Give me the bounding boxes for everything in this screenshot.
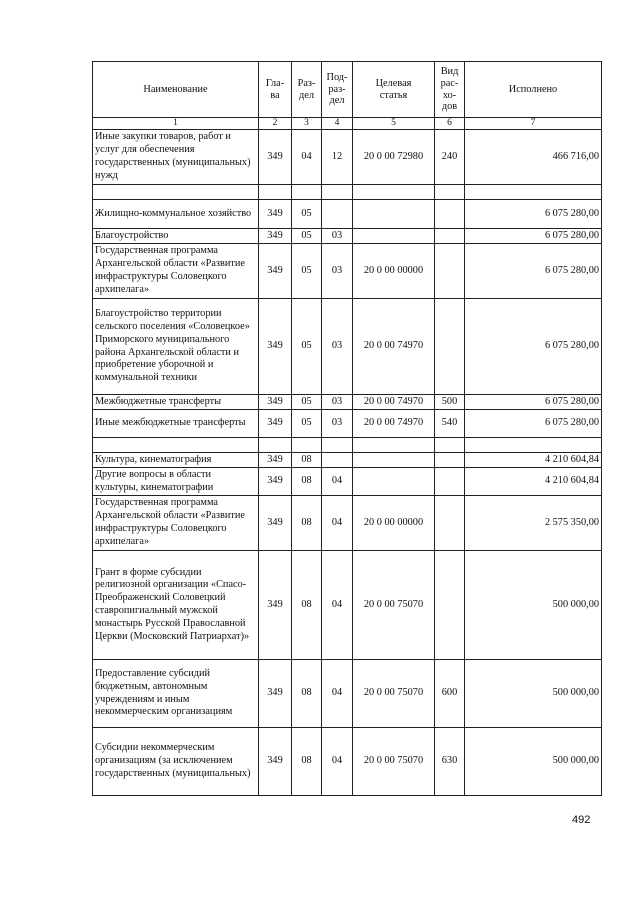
- row-glava: 349: [259, 395, 292, 410]
- row-article: 20 0 00 74970: [353, 410, 435, 438]
- table-header-row: [93, 62, 602, 118]
- header-target-article: Целевая статья: [353, 62, 435, 118]
- row-name: Благоустройство территории сельского поселения «Соловецкое» Приморского муниципального района Архангельской области и приобретение уборочной и коммунальной техники: [93, 299, 259, 395]
- row-article: 20 0 00 74970: [353, 395, 435, 410]
- row-vid: [435, 496, 465, 551]
- column-number: 2: [259, 118, 292, 130]
- row-glava: 349: [259, 410, 292, 438]
- row-podrazdel: 03: [322, 244, 353, 299]
- row-name: Грант в форме субсидии религиозной организации «Спасо-Преображенский Соловецкий ставропигиальный мужской монастырь Русской Православной Церкви (Московский Патриархат)»: [93, 551, 259, 660]
- row-name: Культура, кинематография: [93, 453, 259, 468]
- row-razdel: 04: [292, 130, 322, 185]
- table-row: [93, 728, 602, 796]
- row-glava: 349: [259, 660, 292, 728]
- row-amount: 2 575 350,00: [465, 496, 602, 551]
- budget-table: [92, 61, 602, 796]
- row-glava: 349: [259, 468, 292, 496]
- row-amount: 500 000,00: [465, 728, 602, 796]
- row-article: [353, 200, 435, 229]
- column-number: 5: [353, 118, 435, 130]
- row-vid: 630: [435, 728, 465, 796]
- row-amount: 6 075 280,00: [465, 395, 602, 410]
- row-razdel: 05: [292, 299, 322, 395]
- table-row: [93, 229, 602, 244]
- row-razdel: 08: [292, 496, 322, 551]
- row-podrazdel: 03: [322, 229, 353, 244]
- row-razdel: 08: [292, 551, 322, 660]
- column-number: 1: [93, 118, 259, 130]
- table-row: [93, 244, 602, 299]
- row-amount: 6 075 280,00: [465, 200, 602, 229]
- row-podrazdel: 04: [322, 551, 353, 660]
- row-amount: 500 000,00: [465, 551, 602, 660]
- row-glava: 349: [259, 299, 292, 395]
- row-name: Другие вопросы в области культуры, кинематографии: [93, 468, 259, 496]
- table-row: [93, 468, 602, 496]
- row-name: Межбюджетные трансферты: [93, 395, 259, 410]
- row-article: 20 0 00 74970: [353, 299, 435, 395]
- row-article: 20 0 00 72980: [353, 130, 435, 185]
- row-razdel: 05: [292, 395, 322, 410]
- row-amount: 4 210 604,84: [465, 468, 602, 496]
- page-number: 492: [572, 814, 591, 826]
- row-amount: 500 000,00: [465, 660, 602, 728]
- row-vid: [435, 244, 465, 299]
- header-expense-type: Вид рас- хо- дов: [435, 62, 465, 118]
- row-vid: 500: [435, 395, 465, 410]
- row-name: Государственная программа Архангельской области «Развитие инфраструктуры Соловецкого архипелага»: [93, 244, 259, 299]
- row-glava: 349: [259, 200, 292, 229]
- row-podrazdel: 12: [322, 130, 353, 185]
- row-amount: 6 075 280,00: [465, 410, 602, 438]
- column-number: 6: [435, 118, 465, 130]
- header-podrazdel: Под- раз- дел: [322, 62, 353, 118]
- row-name: Иные межбюджетные трансферты: [93, 410, 259, 438]
- row-article: [353, 453, 435, 468]
- row-podrazdel: 04: [322, 660, 353, 728]
- row-article: 20 0 00 75070: [353, 660, 435, 728]
- row-amount: 6 075 280,00: [465, 229, 602, 244]
- row-article: 20 0 00 00000: [353, 496, 435, 551]
- row-amount: 6 075 280,00: [465, 244, 602, 299]
- row-vid: [435, 453, 465, 468]
- row-name: Субсидии некоммерческим организациям (за исключением государственных (муниципальных): [93, 728, 259, 796]
- row-podrazdel: 04: [322, 728, 353, 796]
- column-number-row: [93, 118, 602, 130]
- spacer-row: [93, 438, 602, 453]
- row-vid: [435, 299, 465, 395]
- row-name: Предоставление субсидий бюджетным, автономным учреждениям и иным некоммерческим организациям: [93, 660, 259, 728]
- row-article: 20 0 00 75070: [353, 551, 435, 660]
- row-razdel: 05: [292, 200, 322, 229]
- row-podrazdel: [322, 453, 353, 468]
- row-vid: 600: [435, 660, 465, 728]
- row-glava: 349: [259, 496, 292, 551]
- row-razdel: 05: [292, 410, 322, 438]
- column-number: 3: [292, 118, 322, 130]
- row-glava: 349: [259, 453, 292, 468]
- table-row: [93, 200, 602, 229]
- row-razdel: 08: [292, 453, 322, 468]
- row-glava: 349: [259, 551, 292, 660]
- table-row: [93, 299, 602, 395]
- row-razdel: 08: [292, 728, 322, 796]
- row-podrazdel: 03: [322, 410, 353, 438]
- column-number: 4: [322, 118, 353, 130]
- row-podrazdel: 04: [322, 468, 353, 496]
- row-podrazdel: 03: [322, 299, 353, 395]
- row-glava: 349: [259, 244, 292, 299]
- header-glava: Гла- ва: [259, 62, 292, 118]
- header-name: Наименование: [93, 62, 259, 118]
- row-amount: 4 210 604,84: [465, 453, 602, 468]
- row-name: Иные закупки товаров, работ и услуг для обеспечения государственных (муниципальных) нужд: [93, 130, 259, 185]
- row-podrazdel: 04: [322, 496, 353, 551]
- table-row: [93, 453, 602, 468]
- table-row: [93, 410, 602, 438]
- row-name: Благоустройство: [93, 229, 259, 244]
- row-name: Жилищно-коммунальное хозяйство: [93, 200, 259, 229]
- row-razdel: 05: [292, 244, 322, 299]
- table-row: [93, 660, 602, 728]
- row-glava: 349: [259, 229, 292, 244]
- column-number: 7: [465, 118, 602, 130]
- header-razdel: Раз- дел: [292, 62, 322, 118]
- table-row: [93, 130, 602, 185]
- row-amount: 466 716,00: [465, 130, 602, 185]
- row-vid: [435, 468, 465, 496]
- row-vid: [435, 229, 465, 244]
- row-razdel: 05: [292, 229, 322, 244]
- row-vid: 240: [435, 130, 465, 185]
- row-article: 20 0 00 75070: [353, 728, 435, 796]
- header-executed: Исполнено: [465, 62, 602, 118]
- row-razdel: 08: [292, 468, 322, 496]
- row-vid: [435, 551, 465, 660]
- row-podrazdel: [322, 200, 353, 229]
- row-article: [353, 468, 435, 496]
- row-podrazdel: 03: [322, 395, 353, 410]
- table-row: [93, 395, 602, 410]
- row-article: [353, 229, 435, 244]
- row-amount: 6 075 280,00: [465, 299, 602, 395]
- row-vid: 540: [435, 410, 465, 438]
- table-row: [93, 496, 602, 551]
- row-vid: [435, 200, 465, 229]
- table-row: [93, 551, 602, 660]
- row-name: Государственная программа Архангельской области «Развитие инфраструктуры Соловецкого архипелага»: [93, 496, 259, 551]
- spacer-row: [93, 185, 602, 200]
- row-glava: 349: [259, 130, 292, 185]
- row-article: 20 0 00 00000: [353, 244, 435, 299]
- row-razdel: 08: [292, 660, 322, 728]
- row-glava: 349: [259, 728, 292, 796]
